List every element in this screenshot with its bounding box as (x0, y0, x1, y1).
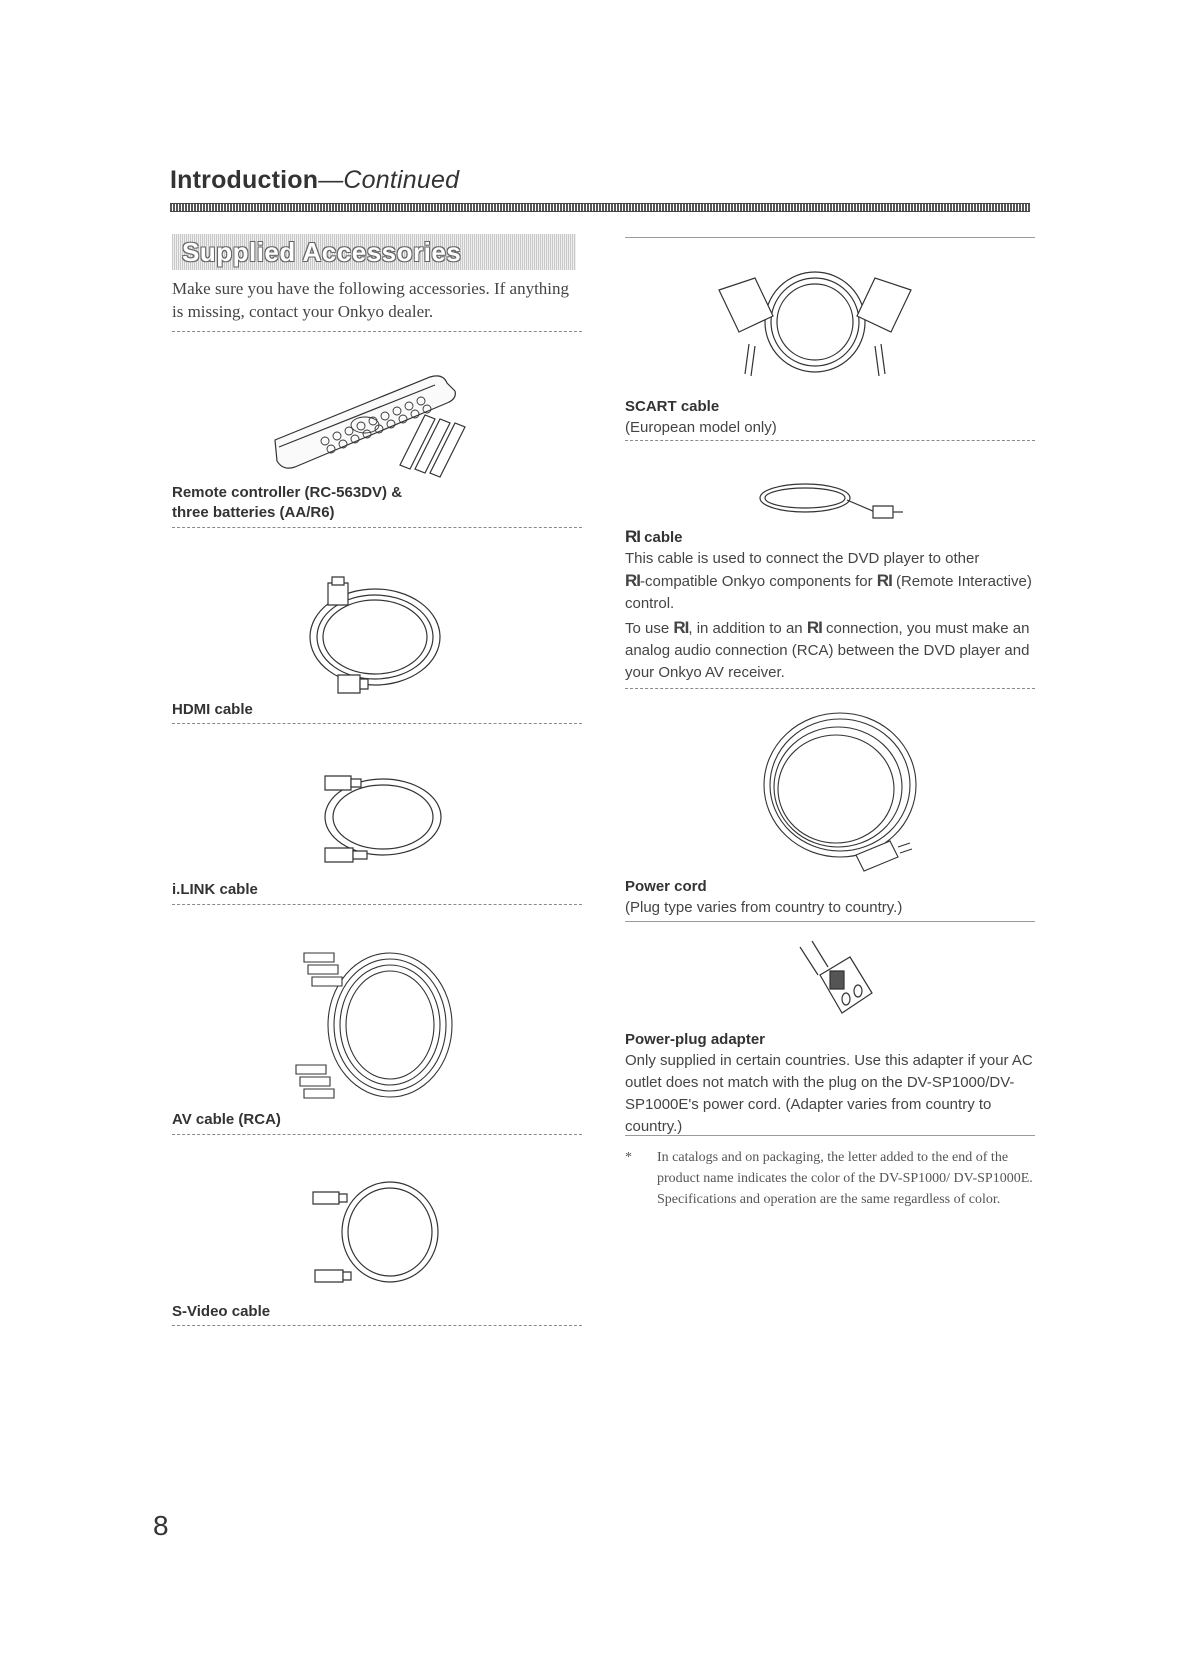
ri-logo: RI (806, 618, 822, 637)
ri-logo: RI (625, 527, 640, 546)
ilink-cable-label: i.LINK cable (172, 881, 258, 898)
svideo-cable-label: S-Video cable (172, 1303, 271, 1320)
divider (625, 921, 1035, 922)
power-cord-illustration (760, 705, 930, 875)
page-number: 8 (153, 1510, 169, 1541)
section-title: Supplied Accessories (182, 237, 462, 267)
svideo-cable-illustration (305, 1170, 455, 1295)
power-plug-adapter-illustration (790, 935, 880, 1025)
ri-logo: RI (673, 618, 689, 637)
header-title: Introduction (170, 166, 319, 194)
power-plug-adapter-description: Only supplied in certain countries. Use this adapter if your AC outlet does not match with the plug on the DV-SP1000/DV-SP1000E's power cord. (Adapter varies from country to country.) (625, 1052, 1033, 1135)
ri-cable-label-text: cable (644, 529, 683, 546)
ri-cable-usage (625, 617, 1037, 684)
ri-cable-label (625, 527, 683, 548)
batteries-label: three batteries (AA/R6) (172, 504, 335, 521)
ri-cable-illustration (755, 478, 905, 528)
divider (172, 723, 582, 724)
ri-desc-line2-tail: (Remote Interactive) control. (625, 573, 1032, 612)
ri-desc-line1: This cable is used to connect the DVD player to other (625, 550, 980, 567)
footnote-text: In catalogs and on packaging, the letter added to the end of the product name indicates the color of the DV-SP1000/ DV-SP1000E. Specifications and operation are the same regardless of color. (657, 1150, 1033, 1207)
divider (172, 1134, 582, 1135)
page-header (170, 166, 459, 195)
divider (172, 904, 582, 905)
divider (625, 688, 1035, 689)
scart-cable-label: SCART cable (625, 398, 720, 415)
section-banner (172, 234, 576, 270)
divider (625, 1135, 1035, 1136)
remote-controller-label: Remote controller (RC-563DV) & (172, 484, 403, 501)
hdmi-cable-illustration (300, 575, 450, 700)
power-cord-note: (Plug type varies from country to country.) (625, 899, 903, 916)
ilink-cable-illustration (315, 762, 450, 872)
divider (625, 237, 1035, 238)
divider (172, 331, 582, 332)
power-cord-label: Power cord (625, 878, 707, 895)
intro-text: Make sure you have the following accessories. If anything is missing, contact your Onkyo dealer. (172, 279, 570, 321)
footnote (625, 1147, 1035, 1210)
scart-cable-illustration (715, 270, 915, 390)
av-cable-illustration (290, 945, 470, 1105)
divider (625, 440, 1035, 441)
av-cable-label: AV cable (RCA) (172, 1111, 281, 1128)
ri-usage-tail: connection, you must make an analog audio connection (RCA) between the DVD player and your Onkyo AV receiver. (625, 620, 1030, 681)
header-divider (170, 203, 1030, 212)
scart-cable-note: (European model only) (625, 419, 777, 436)
hdmi-cable-label: HDMI cable (172, 701, 253, 718)
header-continued: —Continued (318, 166, 460, 194)
ri-logo: RI (876, 571, 892, 590)
ri-usage-pre: To use (625, 620, 670, 637)
ri-desc-line2: -compatible Onkyo components for (640, 573, 873, 590)
ri-logo: RI (625, 571, 640, 590)
footnote-marker: * (625, 1150, 632, 1165)
divider (172, 527, 582, 528)
remote-controller-illustration (265, 355, 495, 495)
ri-usage-mid: , in addition to an (688, 620, 803, 637)
divider (172, 1325, 582, 1326)
ri-cable-description (625, 548, 1037, 615)
power-plug-adapter-label: Power-plug adapter (625, 1031, 766, 1048)
